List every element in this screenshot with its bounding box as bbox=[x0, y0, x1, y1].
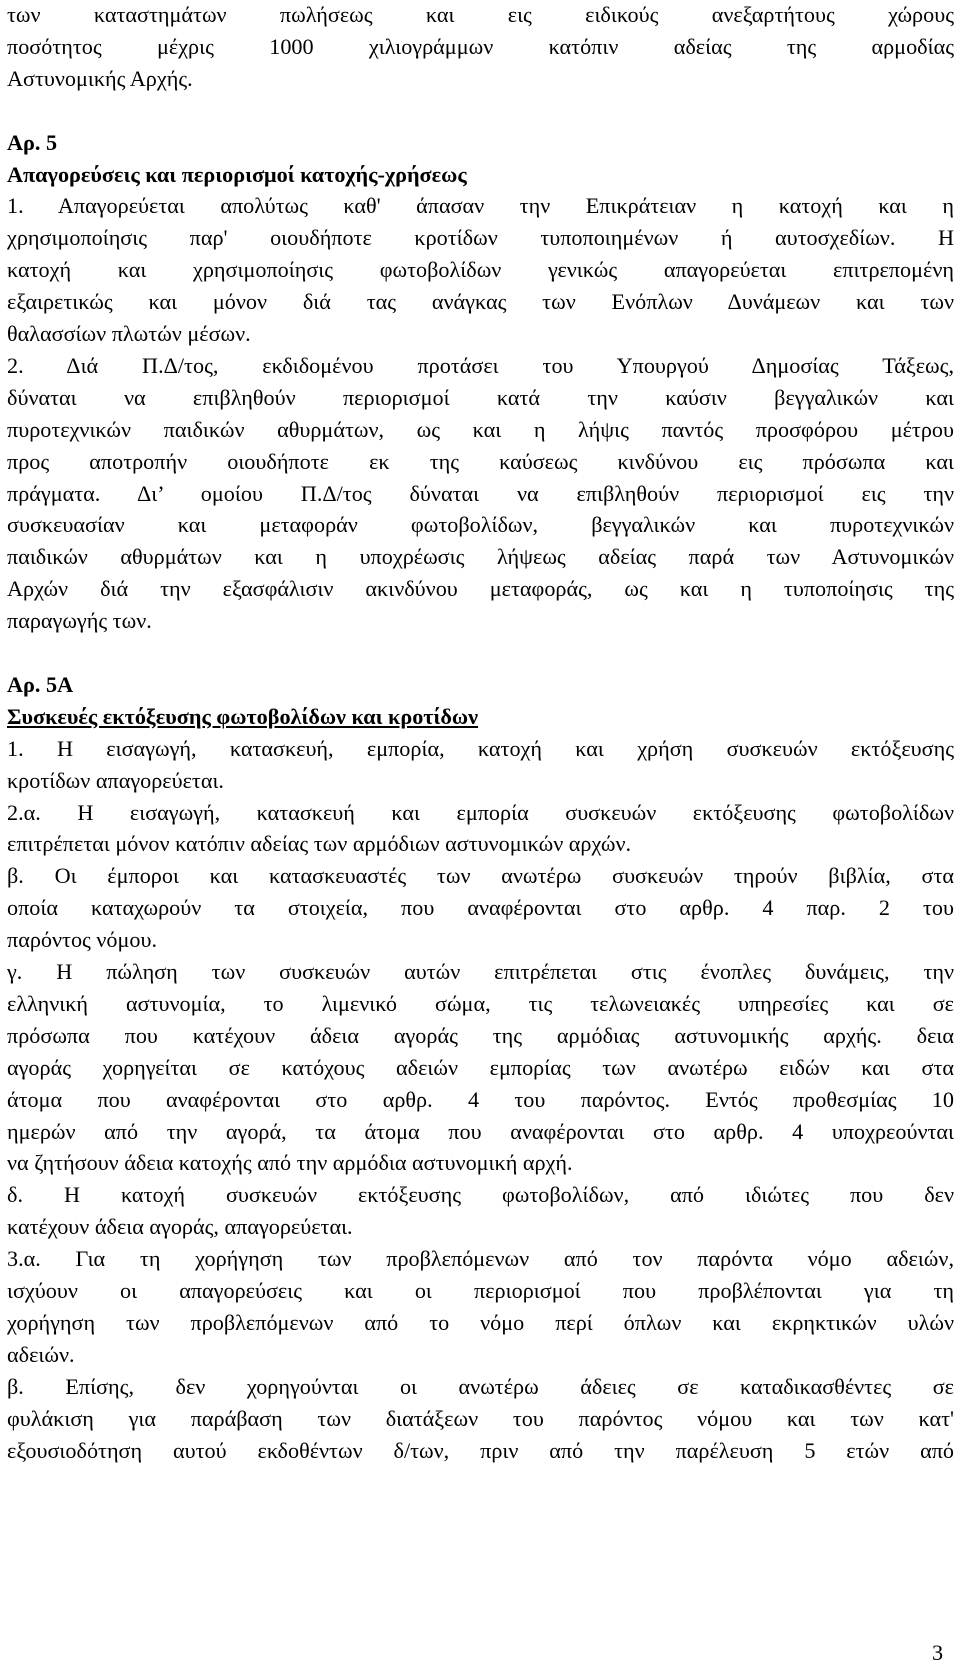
text-line: προς αποτροπήν οιουδήποτε εκ της καύσεως κινδύνου εις πρόσωπα και bbox=[7, 448, 954, 474]
text-line: κατοχή και χρησιμοποίησις φωτοβολίδων γενικώς απαγορεύεται επιτρεπομένη bbox=[7, 257, 954, 283]
text-line: αδειών. bbox=[7, 1341, 75, 1367]
page-number: 3 bbox=[932, 1640, 944, 1665]
text-line: πράγματα. Δι’ ομοίου Π.Δ/τος δύναται να επιβληθούν περιορισμοί εις την bbox=[7, 480, 954, 506]
text-line: δύναται να επιβληθούν περιορισμοί κατά την καύσιν βεγγαλικών και bbox=[7, 384, 954, 410]
text-line: ποσότητος μέχρις 1000 χιλιογράμμων κατόπιν αδείας της αρμοδίας bbox=[7, 33, 954, 59]
text-line: αγοράς χορηγείται σε κατόχους αδειών εμπορίας των ανωτέρω ειδών και στα bbox=[7, 1054, 954, 1080]
text-line: Αρχών διά την εξασφάλισιν ακινδύνου μεταφοράς, ως και η τυποποίησις της bbox=[7, 576, 954, 602]
text-line: γ. Η πώληση των συσκευών αυτών επιτρέπεται στις ένοπλες δυνάμεις, την bbox=[7, 959, 954, 984]
text-line: 2. Διά Π.Δ/τος, εκδιδομένου προτάσει του Υπουργού Δημοσίας Τάξεως, bbox=[7, 352, 954, 378]
section-heading: Αρ. 5Α bbox=[7, 671, 74, 697]
text-line: 3.α. Για τη χορήγηση των προβλεπόμενων από τον παρόντα νόμο αδειών, bbox=[7, 1246, 954, 1272]
text-line: κατέχουν άδεια αγοράς, απαγορεύεται. bbox=[7, 1214, 353, 1240]
text-line: εξουσιοδότηση αυτού εκδοθέντων δ/των, πριν από την παρέλευση 5 ετών από bbox=[7, 1437, 954, 1463]
text-line: εξαιρετικώς και μόνον διά τας ανάγκας των Ενόπλων Δυνάμεων και των bbox=[7, 289, 954, 315]
text-line: δ. Η κατοχή συσκευών εκτόξευσης φωτοβολίδων, από ιδιώτες που δεν bbox=[7, 1182, 954, 1208]
text-line: πυροτεχνικών παιδικών αθυρμάτων, ως και η λήψις παντός προσφόρου μέτρου bbox=[7, 416, 954, 442]
text-line: Αστυνομικής Αρχής. bbox=[7, 65, 193, 91]
blank-line bbox=[7, 98, 954, 128]
text-line: κροτίδων απαγορεύεται. bbox=[7, 767, 224, 793]
text-line: 1. Η εισαγωγή, κατασκευή, εμπορία, κατοχή και χρήση συσκευών εκτόξευσης bbox=[7, 735, 954, 761]
text-line: επιτρέπεται μόνον κατόπιν αδείας των αρμόδιων αστυνομικών αρχών. bbox=[7, 831, 632, 857]
text-line: ισχύουν οι απαγορεύσεις και οι περιορισμοί που προβλέπονται για τη bbox=[7, 1278, 954, 1303]
text-line: 1. Απαγορεύεται απολύτως καθ' άπασαν την Επικράτειαν η κατοχή και η bbox=[7, 193, 954, 219]
text-line: χρησιμοποίησις παρ' οιουδήποτε κροτίδων τυποποιημένων ή αυτοσχεδίων. Η bbox=[7, 225, 954, 251]
text-line: χορήγηση των προβλεπόμενων από το νόμο περί όπλων και εκρηκτικών υλών bbox=[7, 1309, 954, 1335]
text-line: β. Επίσης, δεν χορηγούνται οι ανωτέρω άδειες σε καταδικασθέντες σε bbox=[7, 1373, 954, 1399]
text-line: θαλασσίων πλωτών μέσων. bbox=[7, 321, 251, 346]
text-line: να ζητήσουν άδεια κατοχής από την αρμόδια αστυνομική αρχή. bbox=[7, 1150, 573, 1176]
text-line: ελληνική αστυνομία, το λιμενικό σώμα, τις τελωνειακές υπηρεσίες και σε bbox=[7, 990, 954, 1016]
section-heading: Συσκευές εκτόξευσης φωτοβολίδων και κροτίδων bbox=[7, 703, 479, 729]
text-line: φυλάκιση για παράβαση των διατάξεων του παρόντος νόμου και των κατ' bbox=[7, 1405, 954, 1431]
text-line: οποία καταχωρούν τα στοιχεία, που αναφέρονται στο αρθρ. 4 παρ. 2 του bbox=[7, 895, 954, 921]
section-heading: Αρ. 5 bbox=[7, 129, 58, 155]
text-line: β. Οι έμποροι και κατασκευαστές των ανωτέρω συσκευών τηρούν βιβλία, στα bbox=[7, 863, 954, 889]
text-line: 2.α. Η εισαγωγή, κατασκευή και εμπορία συσκευών εκτόξευσης φωτοβολίδων bbox=[7, 799, 954, 825]
text-line: παιδικών αθυρμάτων και η υποχρέωσις λήψεως αδείας παρά των Αστυνομικών bbox=[7, 544, 954, 570]
text-line: άτομα που αναφέρονται στο αρθρ. 4 του παρόντος. Εντός προθεσμίας 10 bbox=[7, 1086, 954, 1112]
text-line: παρόντος νόμου. bbox=[7, 927, 158, 953]
text-line: συσκευασίαν και μεταφοράν φωτοβολίδων, βεγγαλικών και πυροτεχνικών bbox=[7, 512, 954, 538]
text-line: πρόσωπα που κατέχουν άδεια αγοράς της αρμόδιας αστυνομικής αρχής. δεια bbox=[7, 1022, 954, 1048]
section-heading: Απαγορεύσεις και περιορισμοί κατοχής-χρήσεως bbox=[7, 161, 467, 187]
blank-line bbox=[7, 640, 954, 670]
text-line: ημερών από την αγορά, τα άτομα που αναφέρονται στο αρθρ. 4 υποχρεούνται bbox=[7, 1118, 954, 1144]
text-line: των καταστημάτων πωλήσεως και εις ειδικούς ανεξαρτήτους χώρους bbox=[7, 2, 954, 27]
text-line: παραγωγής των. bbox=[7, 608, 152, 634]
